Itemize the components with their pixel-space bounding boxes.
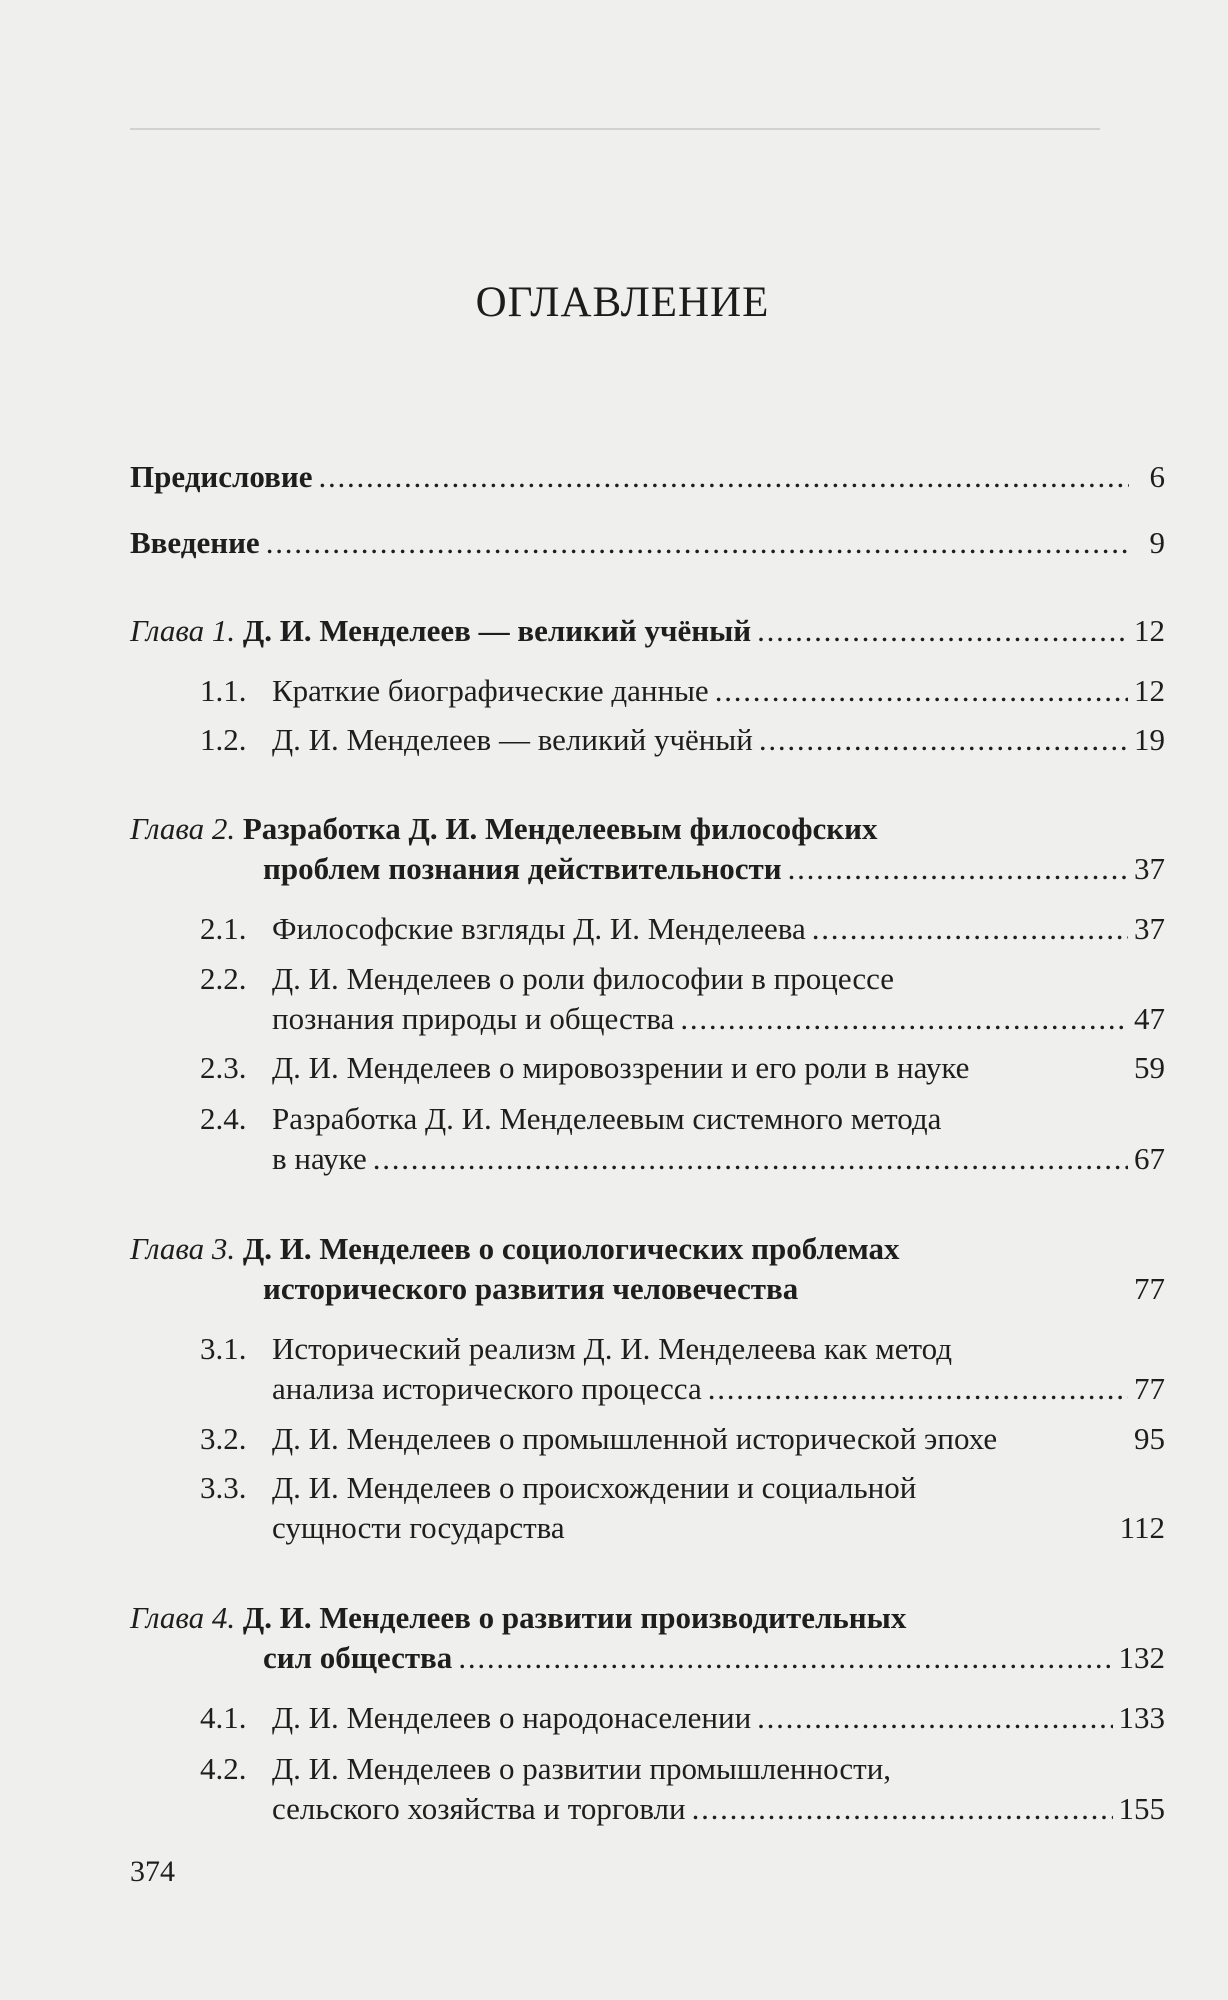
toc-chapter-2-line1[interactable] bbox=[130, 808, 878, 849]
toc-chapter-4[interactable] bbox=[263, 1637, 1165, 1678]
page-title: ОГЛАВЛЕНИЕ bbox=[475, 279, 770, 326]
toc-page-number: 37 bbox=[1134, 911, 1165, 946]
toc-section-2-2[interactable] bbox=[272, 998, 1165, 1039]
toc-page-number: 155 bbox=[1118, 1791, 1165, 1826]
toc-entry-label: Д. И. Менделеев — великий учёный bbox=[242, 613, 752, 648]
toc-section-1-1[interactable] bbox=[200, 670, 1165, 711]
toc-section-3-2[interactable] bbox=[200, 1418, 1165, 1459]
toc-chapter-3[interactable] bbox=[263, 1268, 1165, 1309]
toc-page-number: 95 bbox=[1134, 1421, 1165, 1456]
toc-entry-label: Краткие биографические данные bbox=[272, 673, 709, 708]
chapter-prefix: Глава 1. bbox=[130, 613, 236, 648]
dot-leader bbox=[759, 719, 1128, 760]
toc-page-number: 132 bbox=[1118, 1640, 1165, 1675]
toc-section-4-1[interactable] bbox=[200, 1697, 1165, 1738]
toc-section-2-4-line1[interactable] bbox=[200, 1098, 941, 1139]
toc-page-number: 67 bbox=[1134, 1141, 1165, 1176]
section-number: 3.1. bbox=[200, 1331, 247, 1366]
dot-leader bbox=[319, 456, 1130, 497]
toc-entry-label: Д. И. Менделеев о промышленной исторической эпохе bbox=[272, 1421, 998, 1456]
toc-chapter-2[interactable] bbox=[263, 848, 1165, 889]
toc-chapter-3-line1[interactable] bbox=[130, 1228, 900, 1269]
dot-leader bbox=[266, 522, 1129, 563]
toc-entry-label: Предисловие bbox=[130, 459, 313, 494]
toc-section-2-2-line1[interactable] bbox=[200, 958, 894, 999]
toc-chapter-1[interactable] bbox=[130, 610, 1165, 651]
section-number: 4.2. bbox=[200, 1751, 247, 1786]
section-number: 3.3. bbox=[200, 1470, 247, 1505]
toc-entry-intro[interactable] bbox=[130, 522, 1165, 563]
bleed-through-rule bbox=[130, 128, 1100, 130]
toc-section-1-2[interactable] bbox=[200, 719, 1165, 760]
toc-entry-label: Д. И. Менделеев о роли философии в процессе bbox=[272, 961, 895, 996]
page-number-footer: 374 bbox=[130, 1855, 175, 1888]
toc-entry-label: Д. И. Менделеев о социологических проблемах bbox=[242, 1231, 900, 1266]
chapter-prefix: Глава 4. bbox=[130, 1600, 236, 1635]
toc-entry-label: Введение bbox=[130, 525, 260, 560]
toc-section-4-2-line1[interactable] bbox=[200, 1748, 891, 1789]
toc-section-3-1-line1[interactable] bbox=[200, 1328, 952, 1369]
toc-entry-label: Д. И. Менделеев о происхождении и социальной bbox=[272, 1470, 917, 1505]
toc-entry-label-cont: сил общества bbox=[263, 1640, 453, 1675]
section-number: 2.1. bbox=[200, 911, 247, 946]
toc-chapter-4-line1[interactable] bbox=[130, 1597, 906, 1638]
section-number: 2.3. bbox=[200, 1050, 247, 1085]
toc-section-3-3-line1[interactable] bbox=[200, 1467, 916, 1508]
dot-leader bbox=[812, 908, 1128, 949]
toc-section-3-1[interactable] bbox=[272, 1368, 1165, 1409]
toc-entry-preface[interactable] bbox=[130, 456, 1165, 497]
toc-entry-label-cont: сельского хозяйства и торговли bbox=[272, 1791, 686, 1826]
section-number: 2.2. bbox=[200, 961, 247, 996]
toc-page-number: 9 bbox=[1149, 525, 1165, 560]
dot-leader bbox=[757, 610, 1128, 651]
toc-entry-label: Д. И. Менделеев о развитии производительных bbox=[242, 1600, 907, 1635]
toc-entry-label: Разработка Д. И. Менделеевым системного метода bbox=[272, 1101, 942, 1136]
chapter-prefix: Глава 3. bbox=[130, 1231, 236, 1266]
section-number: 1.2. bbox=[200, 722, 247, 757]
toc-section-2-1[interactable] bbox=[200, 908, 1165, 949]
toc-page-number: 77 bbox=[1134, 1371, 1165, 1406]
toc-section-2-4[interactable] bbox=[272, 1138, 1165, 1179]
toc-entry-label-cont: познания природы и общества bbox=[272, 1001, 675, 1036]
toc-section-2-3[interactable] bbox=[200, 1047, 1165, 1088]
toc-entry-label: Исторический реализм Д. И. Менделеева как метод bbox=[272, 1331, 953, 1366]
section-number: 4.1. bbox=[200, 1700, 247, 1735]
toc-entry-label-cont: в науке bbox=[272, 1141, 367, 1176]
dot-leader bbox=[373, 1138, 1128, 1179]
toc-page-number: 6 bbox=[1149, 459, 1165, 494]
bleed-through-header bbox=[130, 80, 1100, 106]
toc-page-number: 12 bbox=[1134, 673, 1165, 708]
toc-page-number: 112 bbox=[1119, 1510, 1165, 1545]
toc-entry-label-cont: исторического развития человечества bbox=[263, 1271, 799, 1306]
dot-leader bbox=[788, 848, 1128, 889]
toc-page-number: 37 bbox=[1134, 851, 1165, 886]
toc-page-number: 133 bbox=[1118, 1700, 1165, 1735]
toc-entry-label: Д. И. Менделеев о развитии промышленности, bbox=[272, 1751, 892, 1786]
section-number: 2.4. bbox=[200, 1101, 247, 1136]
toc-entry-label: Д. И. Менделеев о мировоззрении и его роли в науке bbox=[272, 1050, 970, 1085]
toc-entry-label-cont: проблем познания действительности bbox=[263, 851, 782, 886]
toc-entry-label: Д. И. Менделеев о народонаселении bbox=[272, 1700, 752, 1735]
toc-section-3-3[interactable] bbox=[272, 1507, 1165, 1548]
toc-entry-label: Д. И. Менделеев — великий учёный bbox=[272, 722, 753, 757]
toc-page-number: 47 bbox=[1134, 1001, 1165, 1036]
toc-page-number: 77 bbox=[1134, 1271, 1165, 1306]
toc-entry-label-cont: анализа исторического процесса bbox=[272, 1371, 702, 1406]
toc-page-number: 12 bbox=[1134, 613, 1165, 648]
toc-page-number: 59 bbox=[1134, 1050, 1165, 1085]
dot-leader bbox=[757, 1697, 1112, 1738]
dot-leader bbox=[715, 670, 1128, 711]
dot-leader bbox=[692, 1788, 1113, 1829]
section-number: 1.1. bbox=[200, 673, 247, 708]
toc-section-4-2[interactable] bbox=[272, 1788, 1165, 1829]
toc-entry-label: Философские взгляды Д. И. Менделеева bbox=[272, 911, 806, 946]
section-number: 3.2. bbox=[200, 1421, 247, 1456]
toc-page-number: 19 bbox=[1134, 722, 1165, 757]
dot-leader bbox=[708, 1368, 1128, 1409]
toc-entry-label: Разработка Д. И. Менделеевым философских bbox=[242, 811, 878, 846]
dot-leader bbox=[458, 1637, 1112, 1678]
toc-entry-label-cont: сущности государства bbox=[272, 1510, 565, 1545]
chapter-prefix: Глава 2. bbox=[130, 811, 236, 846]
dot-leader bbox=[680, 998, 1128, 1039]
